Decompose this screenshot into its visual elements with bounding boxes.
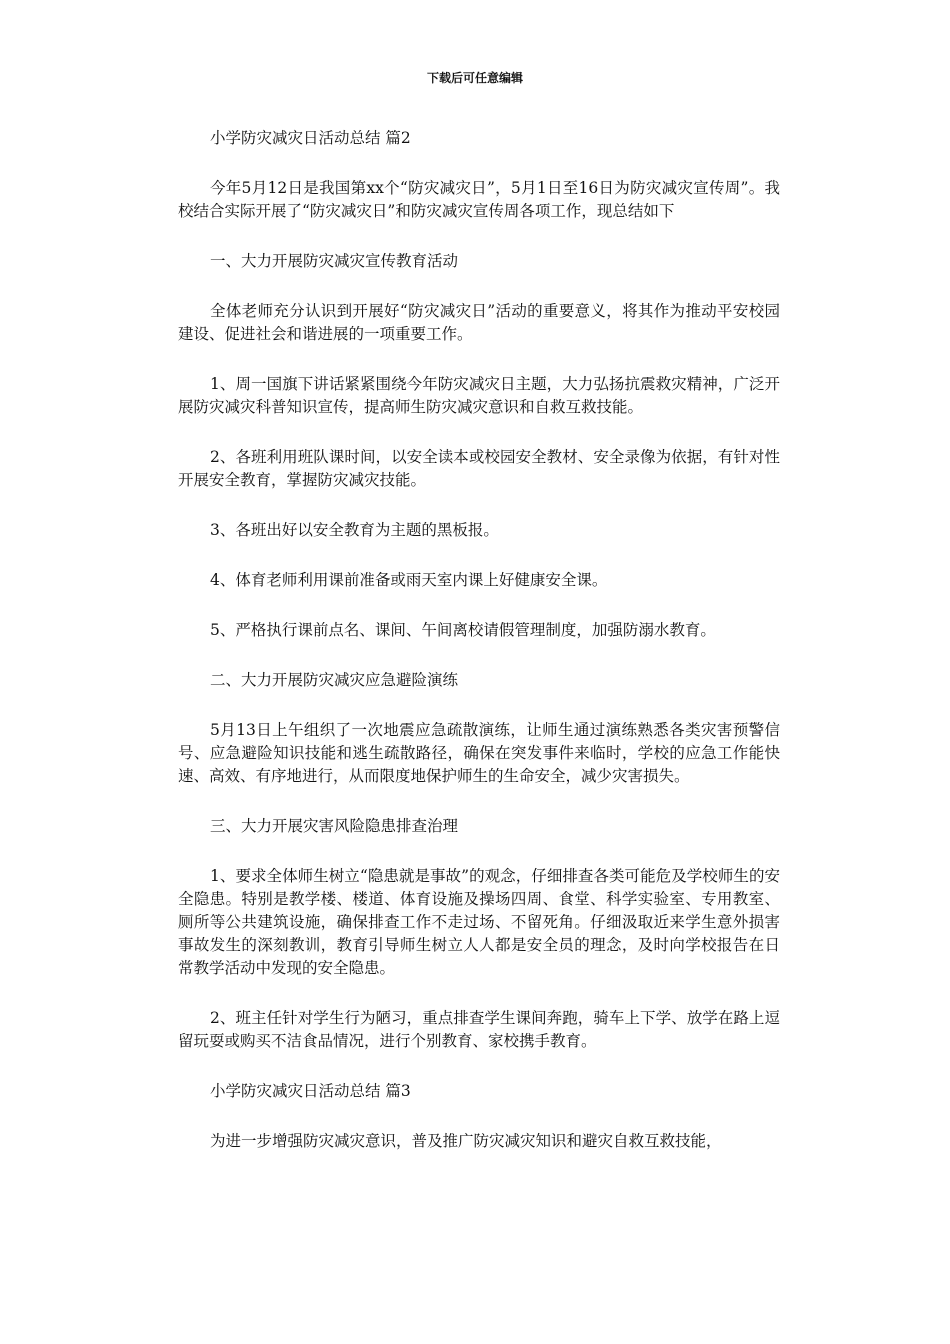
paragraph: 为进一步增强防灾减灾意识，普及推广防灾减灾知识和避灾自救互救技能， bbox=[210, 1132, 722, 1150]
list-item: 1、要求全体师生树立“隐患就是事故”的观念，仔细排查各类可能危及学校师生的安全隐患。特别是教学楼、楼道、体育设施及操场四周、食堂、科学实验室、专用教室、厕所等公共建筑设施，确保排查工作不走过场、不留死角。仔细汲取近来学生意外损害事故发生的深刻教训，教育引导师生树立人人都是安全员的理念，及时向学校报告在日常教学活动中发现的安全隐患。 bbox=[178, 867, 780, 977]
paragraph: 全体老师充分认识到开展好“防灾减灾日”活动的重要意义，将其作为推动平安校园建设、促进社会和谐进展的一项重要工作。 bbox=[178, 302, 780, 343]
list-item: 1、周一国旗下讲话紧紧围绕今年防灾减灾日主题，大力弘扬抗震救灾精神，广泛开展防灾减灾科普知识宣传，提高师生防灾减灾意识和自救互救技能。 bbox=[178, 375, 780, 416]
list-item: 5、严格执行课前点名、课间、午间离校请假管理制度，加强防溺水教育。 bbox=[210, 621, 716, 639]
list-item: 2、各班利用班队课时间，以安全读本或校园安全教材、安全录像为依据，有针对性开展安全教育，掌握防灾减灾技能。 bbox=[178, 448, 780, 489]
document-body bbox=[178, 127, 780, 1180]
paragraph: 5月13日上午组织了一次地震应急疏散演练，让师生通过演练熟悉各类灾害预警信号、应急避险知识技能和逃生疏散路径，确保在突发事件来临时，学校的应急工作能快速、高效、有序地进行，从而限度地保护师生的生命安全，减少灾害损失。 bbox=[178, 721, 780, 785]
list-item: 2、班主任针对学生行为陋习，重点排查学生课间奔跑，骑车上下学、放学在路上逗留玩耍或购买不洁食品情况，进行个别教育、家校携手教育。 bbox=[178, 1009, 780, 1050]
header-note: 下载后可任意编辑 bbox=[426, 71, 523, 85]
list-item: 3、各班出好以安全教育为主题的黑板报。 bbox=[210, 521, 499, 539]
section-title: 小学防灾减灾日活动总结 篇2 bbox=[210, 129, 411, 147]
section-heading: 三、大力开展灾害风险隐患排查治理 bbox=[210, 817, 459, 835]
paragraph: 今年5月12日是我国第xx个“防灾减灾日”，5月1日至16日为防灾减灾宣传周”。我校结合实际开展了“防灾减灾日”和防灾减灾宣传周各项工作，现总结如下 bbox=[178, 179, 780, 220]
section-heading: 一、大力开展防灾减灾宣传教育活动 bbox=[210, 252, 459, 270]
list-item: 4、体育老师利用课前准备或雨天室内课上好健康安全课。 bbox=[210, 571, 608, 589]
section-heading: 二、大力开展防灾减灾应急避险演练 bbox=[210, 671, 459, 689]
section-title: 小学防灾减灾日活动总结 篇3 bbox=[210, 1082, 411, 1100]
